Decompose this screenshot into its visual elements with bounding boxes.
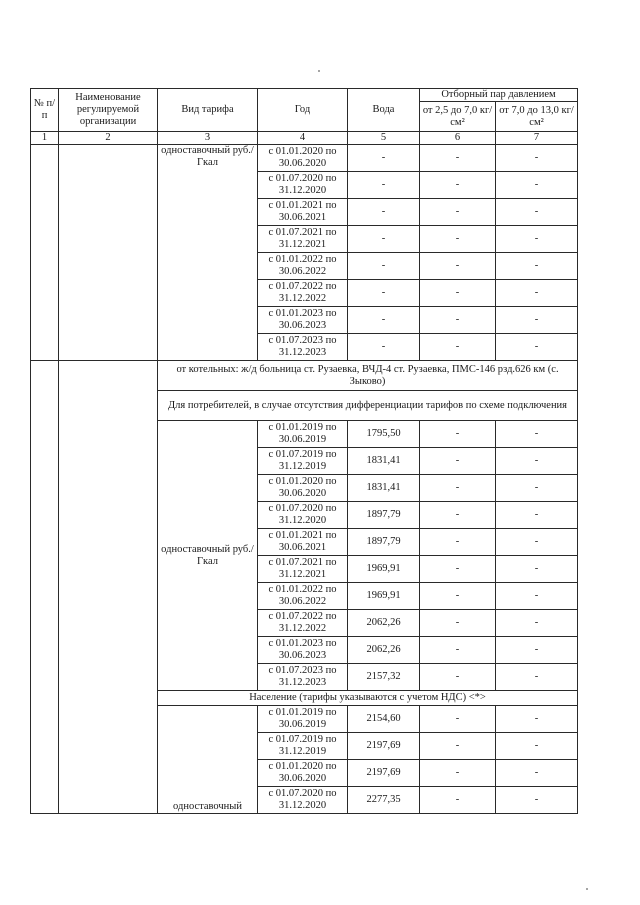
header-tariff-type: Вид тарифа [158,89,258,132]
section-row [31,361,578,391]
steam-low-value: - [420,448,496,475]
section-boilers: от котельных: ж/д больница ст. Рузаевка, ВЧД-4 ст. Рузаевка, ПМС-146 рзд.626 км (с. Зыково) [158,361,578,391]
water-value: - [348,172,420,199]
period-cell: с 01.07.2023 по 31.12.2023 [258,664,348,691]
column-number: 2 [59,132,158,145]
column-number: 1 [31,132,59,145]
water-value: - [348,145,420,172]
steam-high-value: - [496,145,578,172]
scan-speck-bottom [586,888,588,890]
steam-high-value: - [496,502,578,529]
water-value: 2062,26 [348,610,420,637]
steam-high-value: - [496,706,578,733]
steam-low-value: - [420,502,496,529]
steam-low-value: - [420,172,496,199]
header-num: № п/п [31,89,59,132]
steam-high-value: - [496,583,578,610]
water-value: - [348,334,420,361]
water-value: 1831,41 [348,448,420,475]
water-value: 2154,60 [348,706,420,733]
steam-low-value: - [420,334,496,361]
header-steam-group: Отборный пар давлением [420,89,578,102]
steam-high-value: - [496,610,578,637]
steam-high-value: - [496,448,578,475]
period-cell: с 01.01.2019 по 30.06.2019 [258,421,348,448]
tariff-sheet [30,88,578,814]
section-population: Население (тарифы указываются с учетом НДС) <*> [158,691,578,706]
steam-low-value: - [420,760,496,787]
period-cell: с 01.07.2020 по 31.12.2020 [258,502,348,529]
period-cell: с 01.07.2019 по 31.12.2019 [258,448,348,475]
header-row-top [31,89,578,102]
steam-high-value: - [496,664,578,691]
water-value: 1897,79 [348,502,420,529]
steam-low-value: - [420,529,496,556]
water-value: 2157,32 [348,664,420,691]
water-value: - [348,253,420,280]
water-value: 1795,50 [348,421,420,448]
row-number-cell [31,361,59,814]
header-steam-high: от 7,0 до 13,0 кг/см² [496,102,578,132]
water-value: 1969,91 [348,556,420,583]
tariff-type-cell: одноставочный руб./Гкал [158,145,258,361]
header-year: Год [258,89,348,132]
steam-high-value: - [496,733,578,760]
steam-high-value: - [496,787,578,814]
period-cell: с 01.01.2020 по 30.06.2020 [258,145,348,172]
period-cell: с 01.07.2021 по 31.12.2021 [258,556,348,583]
water-value: - [348,280,420,307]
header-org: Наименование регулируемой организации [59,89,158,132]
steam-low-value: - [420,556,496,583]
steam-low-value: - [420,610,496,637]
column-number: 4 [258,132,348,145]
column-number-row [31,132,578,145]
steam-low-value: - [420,787,496,814]
period-cell: с 01.01.2021 по 30.06.2021 [258,199,348,226]
steam-high-value: - [496,307,578,334]
water-value: 2197,69 [348,733,420,760]
period-cell: с 01.07.2019 по 31.12.2019 [258,733,348,760]
period-cell: с 01.07.2022 по 31.12.2022 [258,280,348,307]
tariff-table [30,88,578,814]
period-cell: с 01.01.2021 по 30.06.2021 [258,529,348,556]
steam-high-value: - [496,760,578,787]
tariff-type-cell: одноставочный руб./Гкал [158,421,258,691]
period-cell: с 01.07.2020 по 31.12.2020 [258,172,348,199]
period-cell: с 01.01.2020 по 30.06.2020 [258,475,348,502]
period-cell: с 01.01.2022 по 30.06.2022 [258,253,348,280]
steam-high-value: - [496,199,578,226]
header-steam-low: от 2,5 до 7,0 кг/см² [420,102,496,132]
steam-low-value: - [420,226,496,253]
section-consumers: Для потребителей, в случае отсутствия дифференциации тарифов по схеме подключения [158,391,578,421]
steam-high-value: - [496,334,578,361]
water-value: 1969,91 [348,583,420,610]
period-cell: с 01.07.2023 по 31.12.2023 [258,334,348,361]
organization-cell [59,145,158,361]
steam-high-value: - [496,421,578,448]
steam-high-value: - [496,637,578,664]
period-cell: с 01.01.2023 по 30.06.2023 [258,307,348,334]
period-cell: с 01.07.2021 по 31.12.2021 [258,226,348,253]
period-cell: с 01.01.2023 по 30.06.2023 [258,637,348,664]
period-cell: с 01.01.2020 по 30.06.2020 [258,760,348,787]
steam-high-value: - [496,253,578,280]
steam-low-value: - [420,199,496,226]
column-number: 3 [158,132,258,145]
steam-high-value: - [496,280,578,307]
water-value: 1831,41 [348,475,420,502]
tariff-row [31,145,578,172]
steam-low-value: - [420,475,496,502]
steam-high-value: - [496,556,578,583]
water-value: 2277,35 [348,787,420,814]
period-cell: с 01.07.2022 по 31.12.2022 [258,610,348,637]
period-cell: с 01.07.2020 по 31.12.2020 [258,787,348,814]
column-number: 7 [496,132,578,145]
steam-low-value: - [420,145,496,172]
steam-high-value: - [496,226,578,253]
period-cell: с 01.01.2019 по 30.06.2019 [258,706,348,733]
water-value: 2062,26 [348,637,420,664]
steam-low-value: - [420,421,496,448]
column-number: 5 [348,132,420,145]
water-value: - [348,307,420,334]
tariff-type-cell: одноставочный [158,706,258,814]
steam-low-value: - [420,733,496,760]
row-number-cell [31,145,59,361]
steam-low-value: - [420,637,496,664]
steam-low-value: - [420,583,496,610]
water-value: - [348,199,420,226]
water-value: 1897,79 [348,529,420,556]
steam-low-value: - [420,253,496,280]
steam-low-value: - [420,280,496,307]
steam-high-value: - [496,475,578,502]
steam-high-value: - [496,172,578,199]
steam-low-value: - [420,706,496,733]
period-cell: с 01.01.2022 по 30.06.2022 [258,583,348,610]
header-water: Вода [348,89,420,132]
water-value: 2197,69 [348,760,420,787]
water-value: - [348,226,420,253]
column-number: 6 [420,132,496,145]
steam-high-value: - [496,529,578,556]
steam-low-value: - [420,307,496,334]
steam-low-value: - [420,664,496,691]
scan-speck-top [318,70,320,72]
organization-cell [59,361,158,814]
